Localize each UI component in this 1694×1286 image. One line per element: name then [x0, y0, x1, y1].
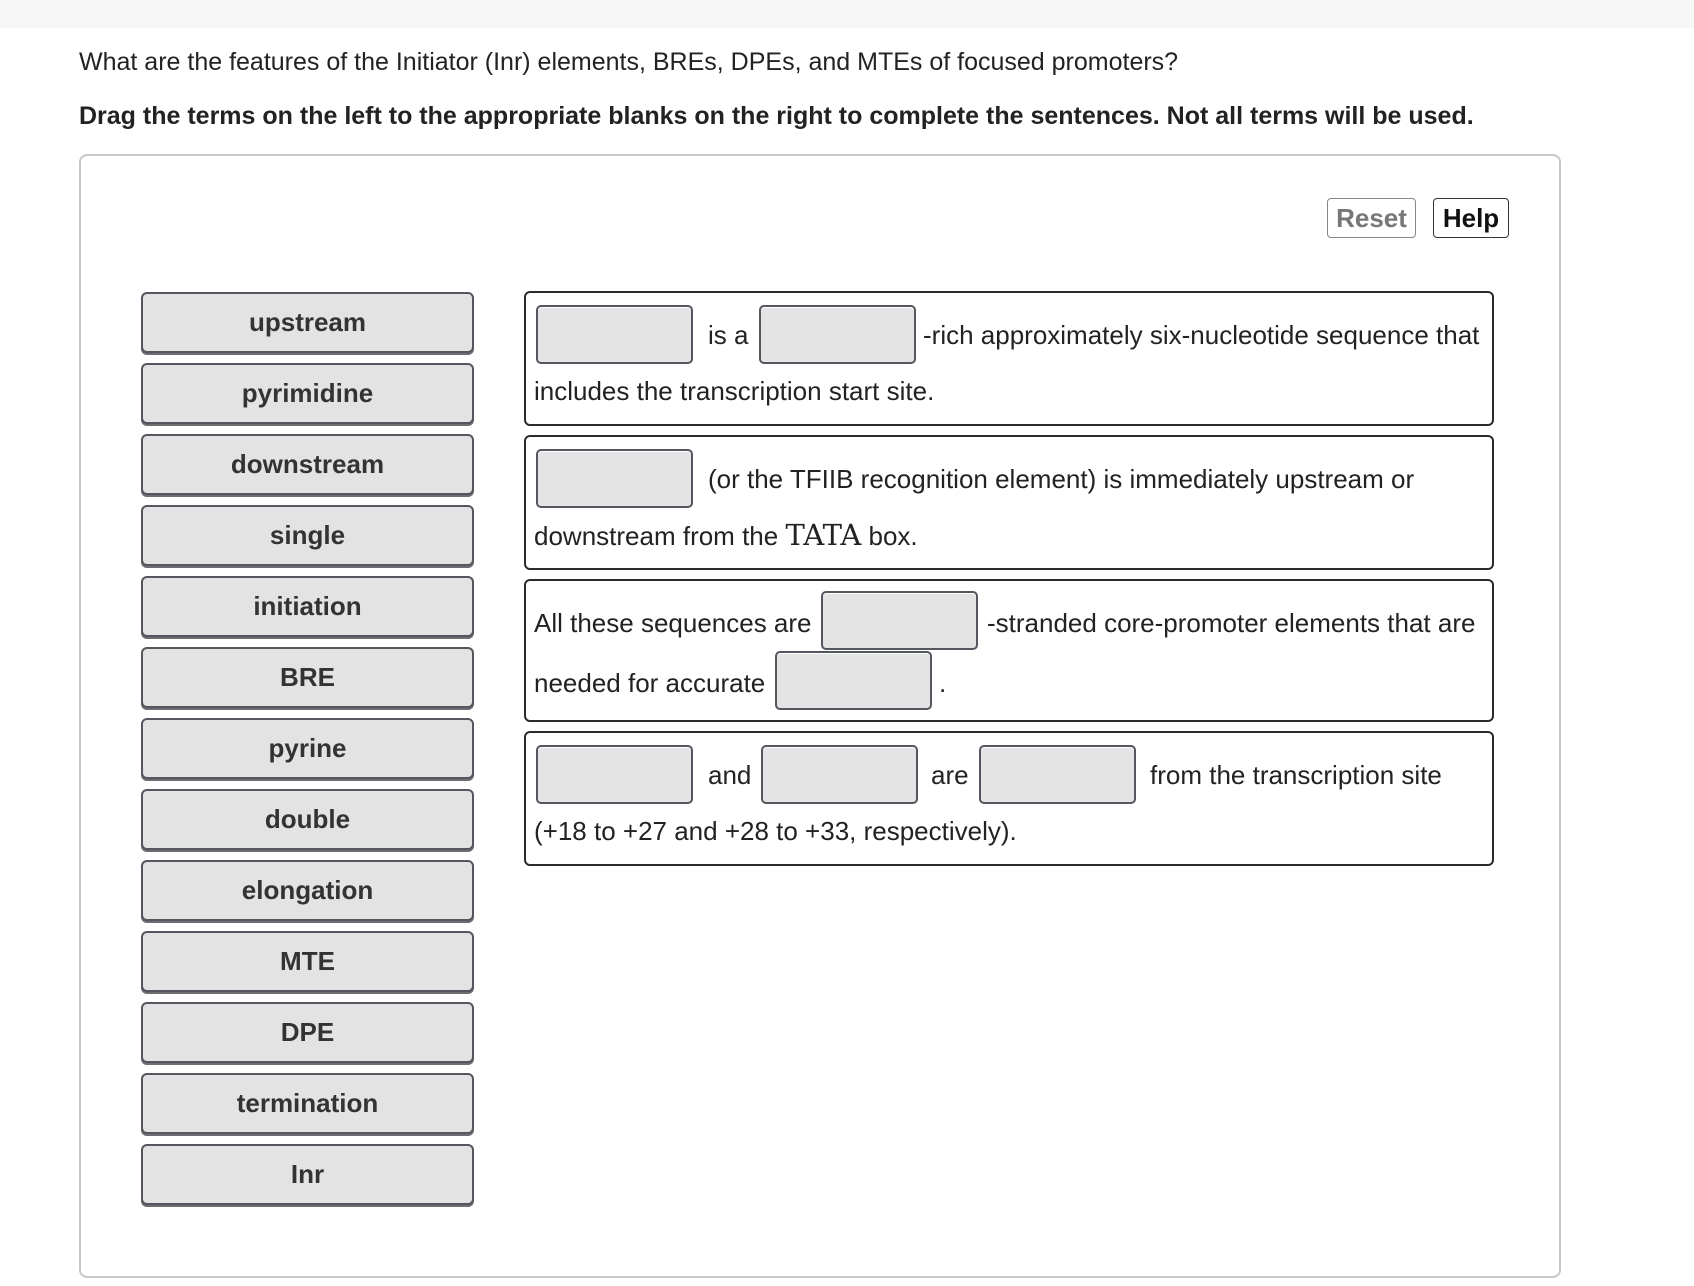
sentence-box-3: [524, 579, 1494, 722]
drop-blank-4-2[interactable]: [761, 745, 918, 804]
sentence-2-text-2a: downstream from the: [534, 521, 779, 551]
sentence-box-2: [524, 435, 1494, 570]
help-button[interactable]: Help: [1433, 198, 1509, 238]
sentence-4-text-4: (+18 to +27 and +28 to +33, respectively).: [534, 816, 1017, 846]
drop-blank-1-2[interactable]: [759, 305, 916, 364]
term-downstream[interactable]: downstream: [141, 434, 474, 495]
sentence-4-text-3: from the transcription site: [1150, 760, 1442, 790]
term-upstream[interactable]: upstream: [141, 292, 474, 353]
drop-blank-4-3[interactable]: [979, 745, 1136, 804]
sentence-1-text-2: -rich approximately six-nucleotide sequence that: [923, 320, 1480, 350]
term-termination[interactable]: termination: [141, 1073, 474, 1134]
drop-blank-2-1[interactable]: [536, 449, 693, 508]
term-dpe[interactable]: DPE: [141, 1002, 474, 1063]
drop-blank-1-1[interactable]: [536, 305, 693, 364]
term-pyrine[interactable]: pyrine: [141, 718, 474, 779]
reset-button[interactable]: Reset: [1327, 198, 1416, 238]
sentence-3-text-4: .: [939, 668, 947, 698]
sentence-box-4: [524, 731, 1494, 866]
sentence-box-1: [524, 291, 1494, 426]
term-elongation[interactable]: elongation: [141, 860, 474, 921]
sentence-1-text-3: includes the transcription start site.: [534, 376, 935, 406]
sentence-4-text-1: and: [708, 760, 752, 790]
top-bar: [0, 0, 1694, 28]
question-text: What are the features of the Initiator (Inr) elements, BREs, DPEs, and MTEs of focused promoters?: [79, 48, 1179, 76]
drop-blank-3-1[interactable]: [821, 591, 978, 650]
sentence-1-text-1: is a: [708, 320, 749, 350]
sentence-3-text-2: -stranded core-promoter elements that are: [987, 608, 1476, 638]
term-double[interactable]: double: [141, 789, 474, 850]
sentence-3-text-1: All these sequences are: [534, 608, 812, 638]
instructions-text: Drag the terms on the left to the appropriate blanks on the right to complete the sentences. Not all terms will be used.: [79, 102, 1474, 130]
sentence-4-text-2: are: [931, 760, 969, 790]
term-single[interactable]: single: [141, 505, 474, 566]
tata-math: TATA: [785, 518, 862, 552]
sentence-2-text-1: (or the TFIIB recognition element) is immediately upstream or: [708, 464, 1415, 494]
drop-blank-4-1[interactable]: [536, 745, 693, 804]
sentence-3-text-3: needed for accurate: [534, 668, 766, 698]
term-initiation[interactable]: initiation: [141, 576, 474, 637]
term-bre[interactable]: BRE: [141, 647, 474, 708]
term-mte[interactable]: MTE: [141, 931, 474, 992]
drop-blank-3-2[interactable]: [775, 651, 932, 710]
sentence-2-text-2: [534, 520, 918, 551]
term-inr[interactable]: Inr: [141, 1144, 474, 1205]
sentence-2-text-2b: box.: [868, 521, 918, 551]
term-pyrimidine[interactable]: pyrimidine: [141, 363, 474, 424]
